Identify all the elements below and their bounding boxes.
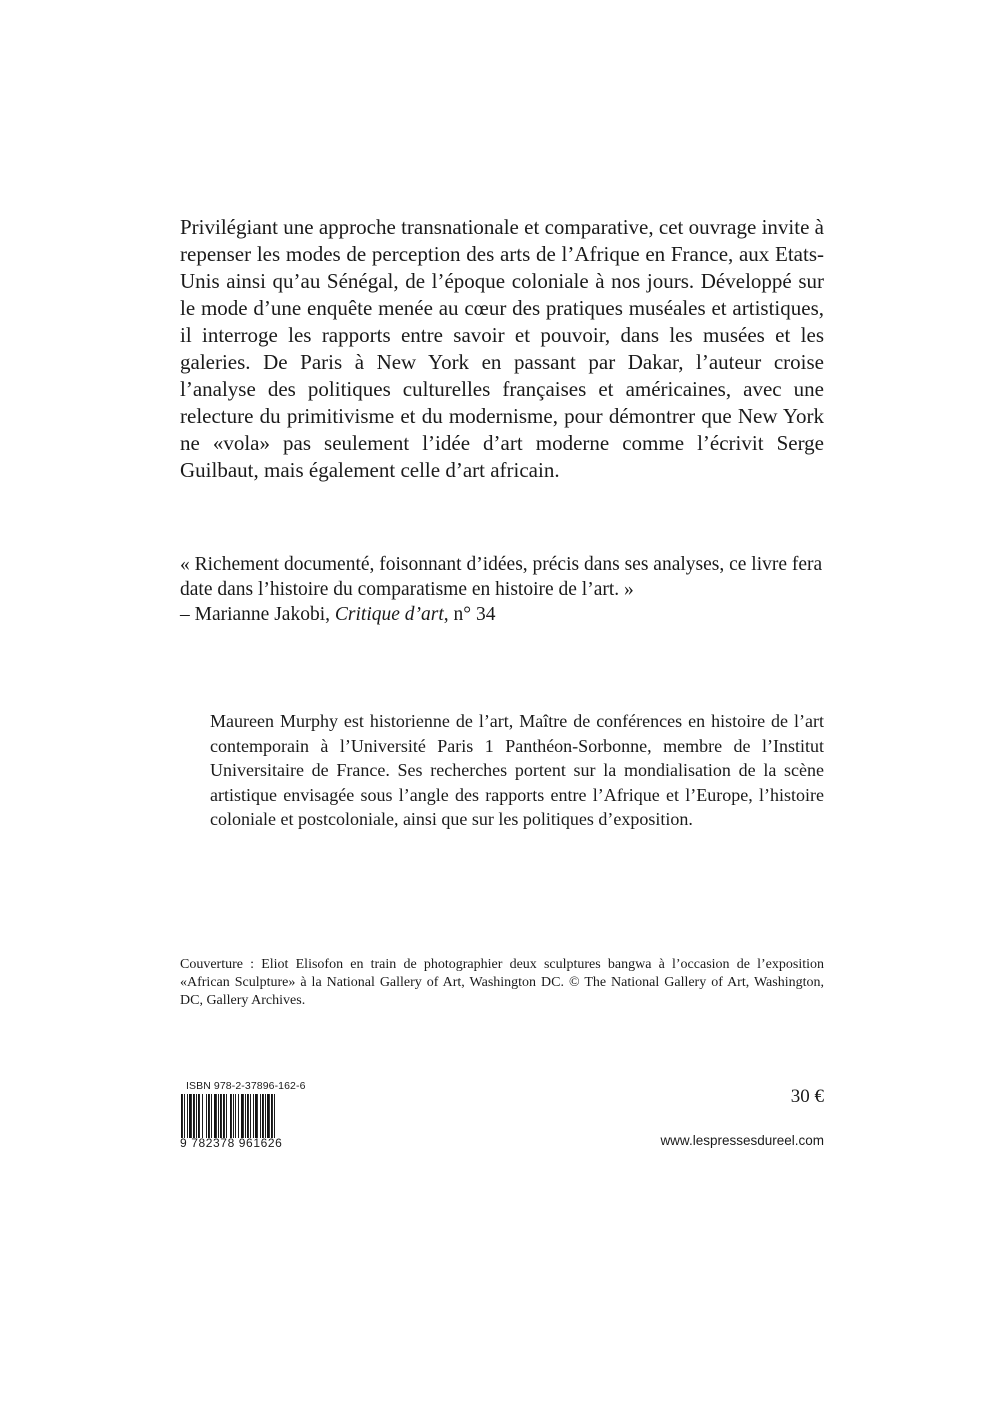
barcode-bar <box>220 1094 222 1138</box>
barcode-bar <box>265 1094 266 1138</box>
barcode-bar <box>238 1094 239 1138</box>
barcode-bar <box>250 1094 251 1138</box>
barcode-bar <box>193 1094 195 1138</box>
barcode-bar <box>184 1094 185 1138</box>
barcode-bar <box>223 1094 225 1138</box>
barcode-bar <box>235 1094 236 1138</box>
quote-author: – Marianne Jakobi, <box>180 604 335 625</box>
barcode-bar <box>245 1094 246 1138</box>
barcode-bar <box>206 1094 207 1138</box>
barcode-bar <box>208 1094 210 1138</box>
barcode-bar <box>214 1094 217 1138</box>
quote-issue: , n° 34 <box>443 604 496 625</box>
cover-credit: Couverture : Eliot Elisofon en train de photographier deux sculptures bangwa à l’occasion de l’exposition «African Sculpture» à la National Gallery of Art, Washington DC. © The National Gallery of Art, Washington, DC, Gallery Archives. <box>180 957 824 1008</box>
barcode-bar <box>271 1094 273 1138</box>
author-bio: Maureen Murphy est historienne de l’art, Maître de conférences en histoire de l’art contemporain à l’Université Paris 1 Panthéon-Sorbonne, membre de l’Institut Universitaire de France. Ses recherches portent sur la mondialisation de la scène artistique envisagée sous l’angle des rapports entre l’Afrique et l’Europe, l’histoire coloniale et postcoloniale, ainsi que sur les politiques d’exposition. <box>210 711 824 829</box>
barcode-bar <box>181 1094 183 1138</box>
barcode-bar <box>198 1094 200 1138</box>
price: 30 € <box>790 1086 824 1107</box>
quote-source: Critique d’art <box>334 604 444 625</box>
back-cover-summary: Privilégiant une approche transnationale et comparative, cet ouvrage invite à repenser les modes de perception des arts de l’Afrique en France, aux Etats-Unis ainsi qu’au Sénégal, de l’époque coloniale à nos jours. Développé sur le mode d’une enquête menée au cœur des pratiques muséales et artistiques, il interroge les rapports entre savoir et pouvoir, dans les musées et les galeries. De Paris à New York en passant par Dakar, l’auteur croise l’analyse des politiques culturelles françaises et américaines, avec une relecture du primitivisme et du modernisme, pour démontrer que New York ne «vola» pas seulement l’idée d’art moderne comme l’écrivit Serge Guilbaut, mais également celle d’art africain. <box>180 215 824 482</box>
barcode-bar <box>274 1094 275 1138</box>
barcode-image <box>180 1094 308 1138</box>
press-quote <box>180 552 824 627</box>
barcode-digits: 9 782378 961626 <box>180 1136 283 1150</box>
quote-text: « Richement documenté, foisonnant d’idées, précis dans ses analyses, ce livre fera date dans l’histoire du comparatisme en histoire de l’art. » <box>180 554 823 600</box>
barcode-bar <box>230 1094 232 1138</box>
barcode-bar <box>241 1094 244 1138</box>
isbn-label: ISBN 978-2-37896-162-6 <box>186 1080 306 1092</box>
barcode-bar <box>247 1094 249 1138</box>
barcode-bar <box>233 1094 234 1138</box>
barcode-bar <box>202 1094 203 1138</box>
barcode-bar <box>187 1094 188 1138</box>
barcode-bar <box>255 1094 258 1138</box>
barcode-bar <box>267 1094 270 1138</box>
barcode-bar <box>211 1094 212 1138</box>
barcode-bar <box>218 1094 219 1138</box>
quote-attribution <box>180 602 824 627</box>
publisher-website: www.lespressesdureel.com <box>660 1133 824 1148</box>
barcode-bar <box>189 1094 192 1138</box>
barcode-bar <box>196 1094 197 1138</box>
barcode-bar <box>226 1094 227 1138</box>
barcode-bar <box>260 1094 261 1138</box>
barcode-bar <box>262 1094 264 1138</box>
barcode-bar <box>253 1094 254 1138</box>
